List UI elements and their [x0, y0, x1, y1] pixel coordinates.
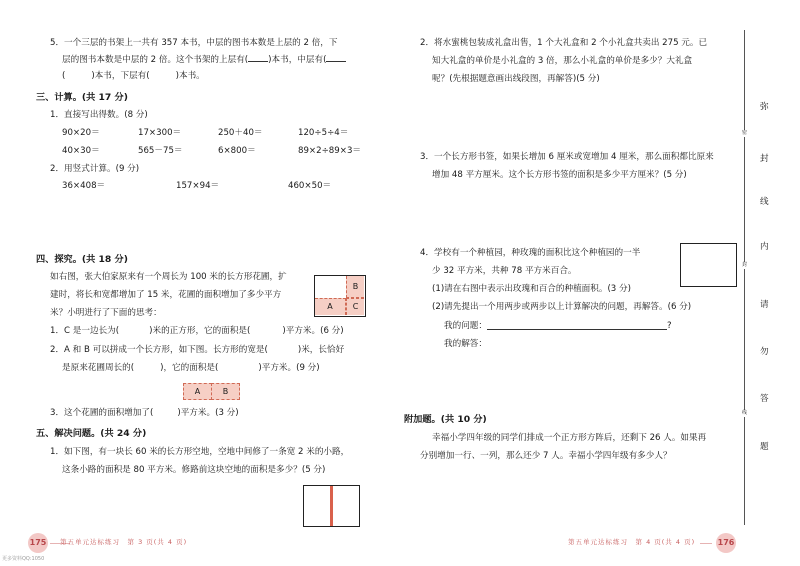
seal-char: 弥	[760, 102, 769, 112]
my-question-row: 我的问题： ?	[444, 321, 672, 331]
calc-item: 250＋40＝	[218, 128, 263, 138]
explore-line-1: 如右图，张大伯家原来有一个周长为 100 米的长方形花圃，扩	[50, 272, 287, 282]
field-diagram	[303, 485, 360, 527]
seal-small-char: 密	[742, 130, 748, 136]
explore-line-2: 建时，将长和宽都增加了 15 米，花圃的面积增加了多少平方	[50, 290, 282, 300]
problem1-line2: 这条小路的面积是 80 平方米。修路前这块空地的面积是多少？(5 分)	[62, 465, 326, 475]
strip-b: B	[211, 383, 240, 400]
seal-char: 封	[760, 154, 769, 164]
seal-char: 请	[760, 300, 769, 310]
calc-item: 89×2÷89×3＝	[298, 146, 362, 156]
ab-rectangle	[183, 383, 239, 399]
sub1-title: 1．直接写出得数。(8 分)	[50, 110, 148, 120]
calc-row-2	[62, 146, 388, 158]
original-garden	[315, 276, 347, 299]
section-4-title: 四、探究。(共 18 分)	[36, 254, 128, 265]
vertical-item: 36×408＝	[62, 181, 106, 191]
calc-item: 90×20＝	[62, 128, 100, 138]
seal-char: 勿	[760, 347, 769, 357]
q2-line1: 2．将水蜜桃包装成礼盒出售，1 个大礼盒和 2 个小礼盒共卖出 275 元。已	[420, 38, 708, 48]
calc-item: 17×300＝	[138, 128, 182, 138]
section-5-title: 五、解决问题。(共 24 分)	[36, 428, 147, 439]
calc-row-1	[62, 128, 388, 140]
q2-line2: 知大礼盒的单价是小礼盒的 3 倍，那么小礼盒的单价是多少？大礼盒	[432, 56, 693, 66]
q4-line2: 少 32 平方米，共种 78 平方米百合。	[432, 266, 577, 276]
q2-line3: 呢？(先根据题意画出线段图，再解答)(5 分)	[432, 74, 600, 84]
problem1-line1: 1．如下图，有一块长 60 米的长方形空地，空地中间修了一条宽 2 米的小路，	[50, 447, 350, 457]
seal-char: 答	[760, 394, 769, 404]
planting-garden-box	[680, 243, 737, 287]
q4-line1: 4．学校有一个种植园，种玫瑰的面积比这个种植园的一半	[420, 248, 641, 258]
footer-rule	[700, 543, 712, 544]
q3-line2: 增加 48 平方厘米。这个长方形书签的面积是多少平方厘米？(5 分)	[432, 170, 687, 180]
garden-diagram	[314, 275, 366, 317]
explore-q3: 3．这个花圃的面积增加了( )平方米。(3 分)	[50, 408, 239, 418]
question-line	[487, 329, 667, 330]
corner-watermark: 更多资料QQ:1050	[2, 556, 45, 562]
q5-line2: 层的图书本数是中层的 2 倍。这个书架的上层有( )本书，中层有(	[62, 55, 346, 67]
vertical-row	[62, 181, 378, 193]
calc-item: 120÷5÷4＝	[298, 128, 349, 138]
region-c: C	[346, 298, 364, 315]
q5-line1: 5．一个三层的书架上一共有 357 本书，中层的图书本数是上层的 2 倍，下	[50, 38, 338, 48]
seal-char: 内	[760, 242, 769, 252]
road	[330, 486, 333, 526]
seal-char: 线	[760, 197, 769, 207]
q5-line3: ( )本书，下层有( )本书。	[62, 71, 205, 81]
region-b: B	[346, 276, 364, 298]
bonus-title: 附加题。(共 10 分)	[404, 414, 487, 425]
seal-small-char: 线	[742, 410, 748, 416]
page-number-right: 176	[716, 533, 736, 553]
q4-sub1: (1)请在右图中表示出玫瑰和百合的种植面积。(3 分)	[432, 284, 631, 294]
sub2-title: 2．用竖式计算。(9 分)	[50, 164, 140, 174]
vertical-item: 157×94＝	[176, 181, 220, 191]
seal-small-char: 封	[742, 262, 748, 268]
explore-q2-line1: 2．A 和 B 可以拼成一个长方形，如下图。长方形的宽是( )米，长恰好	[50, 345, 345, 355]
footer-right: 第五单元达标练习 第 4 页(共 4 页)	[568, 538, 696, 546]
strip-a: A	[183, 383, 212, 400]
q4-sub2: (2)请先提出一个用两步或两步以上计算解决的问题，再解答。(6 分)	[432, 302, 692, 312]
footer-left: 第五单元达标练习 第 3 页(共 4 页)	[60, 538, 188, 546]
my-answer-label: 我的解答：	[444, 339, 487, 349]
q3-line1: 3．一个长方形书签，如果长增加 6 厘米或宽增加 4 厘米，那么面积都比原来	[420, 152, 714, 162]
calc-item: 6×800＝	[218, 146, 256, 156]
bonus-line2: 分别增加一行、一列，那么还少 7 人。幸福小学四年级有多少人？	[420, 451, 672, 461]
calc-item: 40×30＝	[62, 146, 100, 156]
explore-q2-line2: 是原来花圃周长的( )，它的面积是( )平方米。(9 分)	[62, 363, 320, 373]
page-number-left: 175	[28, 533, 48, 553]
calc-item: 565－75＝	[138, 146, 183, 156]
bonus-line1: 幸福小学四年级的同学们排成一个正方形方阵后，还剩下 26 人。如果再	[432, 433, 707, 443]
binding-line	[742, 30, 748, 525]
explore-q1: 1．C 是一边长为( )米的正方形，它的面积是( )平方米。(6 分)	[50, 326, 344, 336]
seal-char: 题	[760, 442, 769, 452]
region-a: A	[315, 298, 346, 315]
section-3-title: 三、计算。(共 17 分)	[36, 92, 128, 103]
explore-line-3: 米？小明进行了下面的思考：	[50, 308, 162, 318]
vertical-item: 460×50＝	[288, 181, 332, 191]
